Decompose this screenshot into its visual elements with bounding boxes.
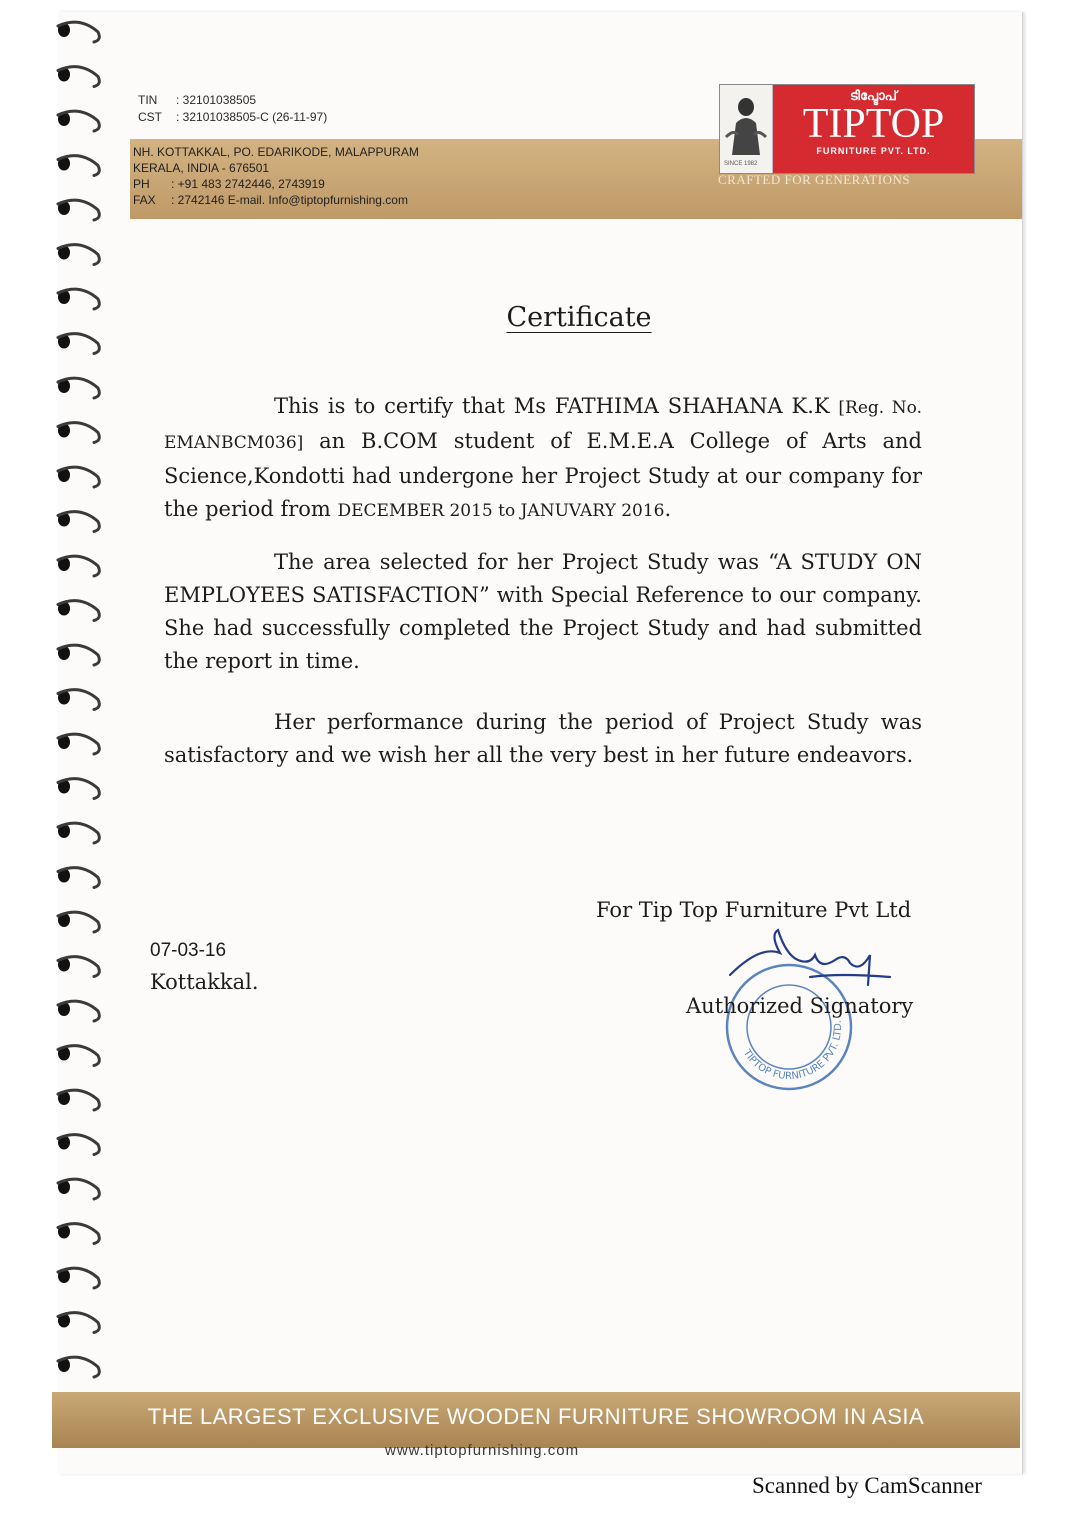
footer-website: www.tiptopfurnishing.com: [385, 1442, 580, 1459]
fax-row: [133, 192, 419, 208]
camscanner-watermark: Scanned by CamScanner: [752, 1473, 982, 1498]
company-address: [133, 144, 419, 208]
logo-subtitle: FURNITURE PVT. LTD.: [816, 146, 931, 156]
para1-text-b: an B.COM student of E.M.E.A College of Arts and Science,Kondotti had undergone her Project Study at our company for the period from: [164, 429, 922, 521]
reg-number: [Reg. No. EMANBCM036]: [164, 398, 922, 453]
logo-red-panel: [773, 85, 974, 173]
fax-value: : 2742146 E-mail. Info@tiptopfurnishing.com: [171, 193, 408, 207]
tin-row: [138, 92, 327, 109]
study-period: DECEMBER 2015 to JANUVARY 2016: [337, 501, 665, 521]
carved-figure-icon: [720, 85, 772, 161]
phone-label: PH: [133, 177, 150, 191]
paragraph-3: [164, 706, 922, 772]
paragraph-2: [164, 546, 922, 678]
cst-label: CST: [138, 110, 162, 124]
phone-row: [133, 176, 419, 192]
tin-value: : 32101038505: [176, 93, 257, 107]
svg-text:TIPTOP FURNITURE PVT. LTD.: TIPTOP FURNITURE PVT. LTD.: [740, 1019, 845, 1083]
tiptop-logo: [719, 84, 975, 174]
handwritten-signature: [720, 925, 900, 995]
para2-text: The area selected for her Project Study was “A STUDY ON EMPLOYEES SATISFACTION” with Special Reference to our company. She had successfully completed the Project Study and had submitted the report in time.: [164, 550, 922, 673]
spiral-binding: [40, 0, 140, 1400]
cst-row: [138, 109, 327, 126]
tax-info: [138, 92, 327, 126]
issue-place: Kottakkal.: [150, 970, 259, 994]
footer-banner-text: THE LARGEST EXCLUSIVE WOODEN FURNITURE SHOWROOM IN ASIA: [147, 1404, 925, 1429]
authorized-signatory: Authorized Signatory: [686, 994, 914, 1018]
logo-script: ടിപ്ടോപ്: [850, 89, 897, 104]
logo-tagline: CRAFTED FOR GENERATIONS: [718, 172, 911, 187]
cst-value: : 32101038505-C (26-11-97): [176, 110, 328, 124]
logo-since: SINCE 1982: [724, 161, 758, 167]
address-line-2: KERALA, INDIA - 676501: [133, 161, 270, 175]
footer-band: [52, 1392, 1020, 1448]
logo-wordmark: TIPTOP: [802, 101, 945, 147]
address-line-1: NH. KOTTAKKAL, PO. EDARIKODE, MALAPPURAM: [133, 145, 419, 159]
for-company: For Tip Top Furniture Pvt Ltd: [596, 898, 912, 922]
phone-value: : +91 483 2742446, 2743919: [171, 177, 325, 191]
para1-text-c: .: [664, 497, 672, 521]
tin-label: TIN: [138, 93, 158, 107]
certificate-title: Certificate: [506, 302, 652, 333]
fax-label: FAX: [133, 193, 156, 207]
para1-text-a: This is to certify that Ms FATHIMA SHAHANA K.K: [274, 394, 839, 418]
paragraph-1: [164, 390, 922, 528]
para3-text: Her performance during the period of Project Study was satisfactory and we wish her all the very best in her future endeavors.: [164, 710, 922, 767]
issue-date: 07-03-16: [150, 940, 227, 961]
logo-emblem: [720, 85, 773, 173]
